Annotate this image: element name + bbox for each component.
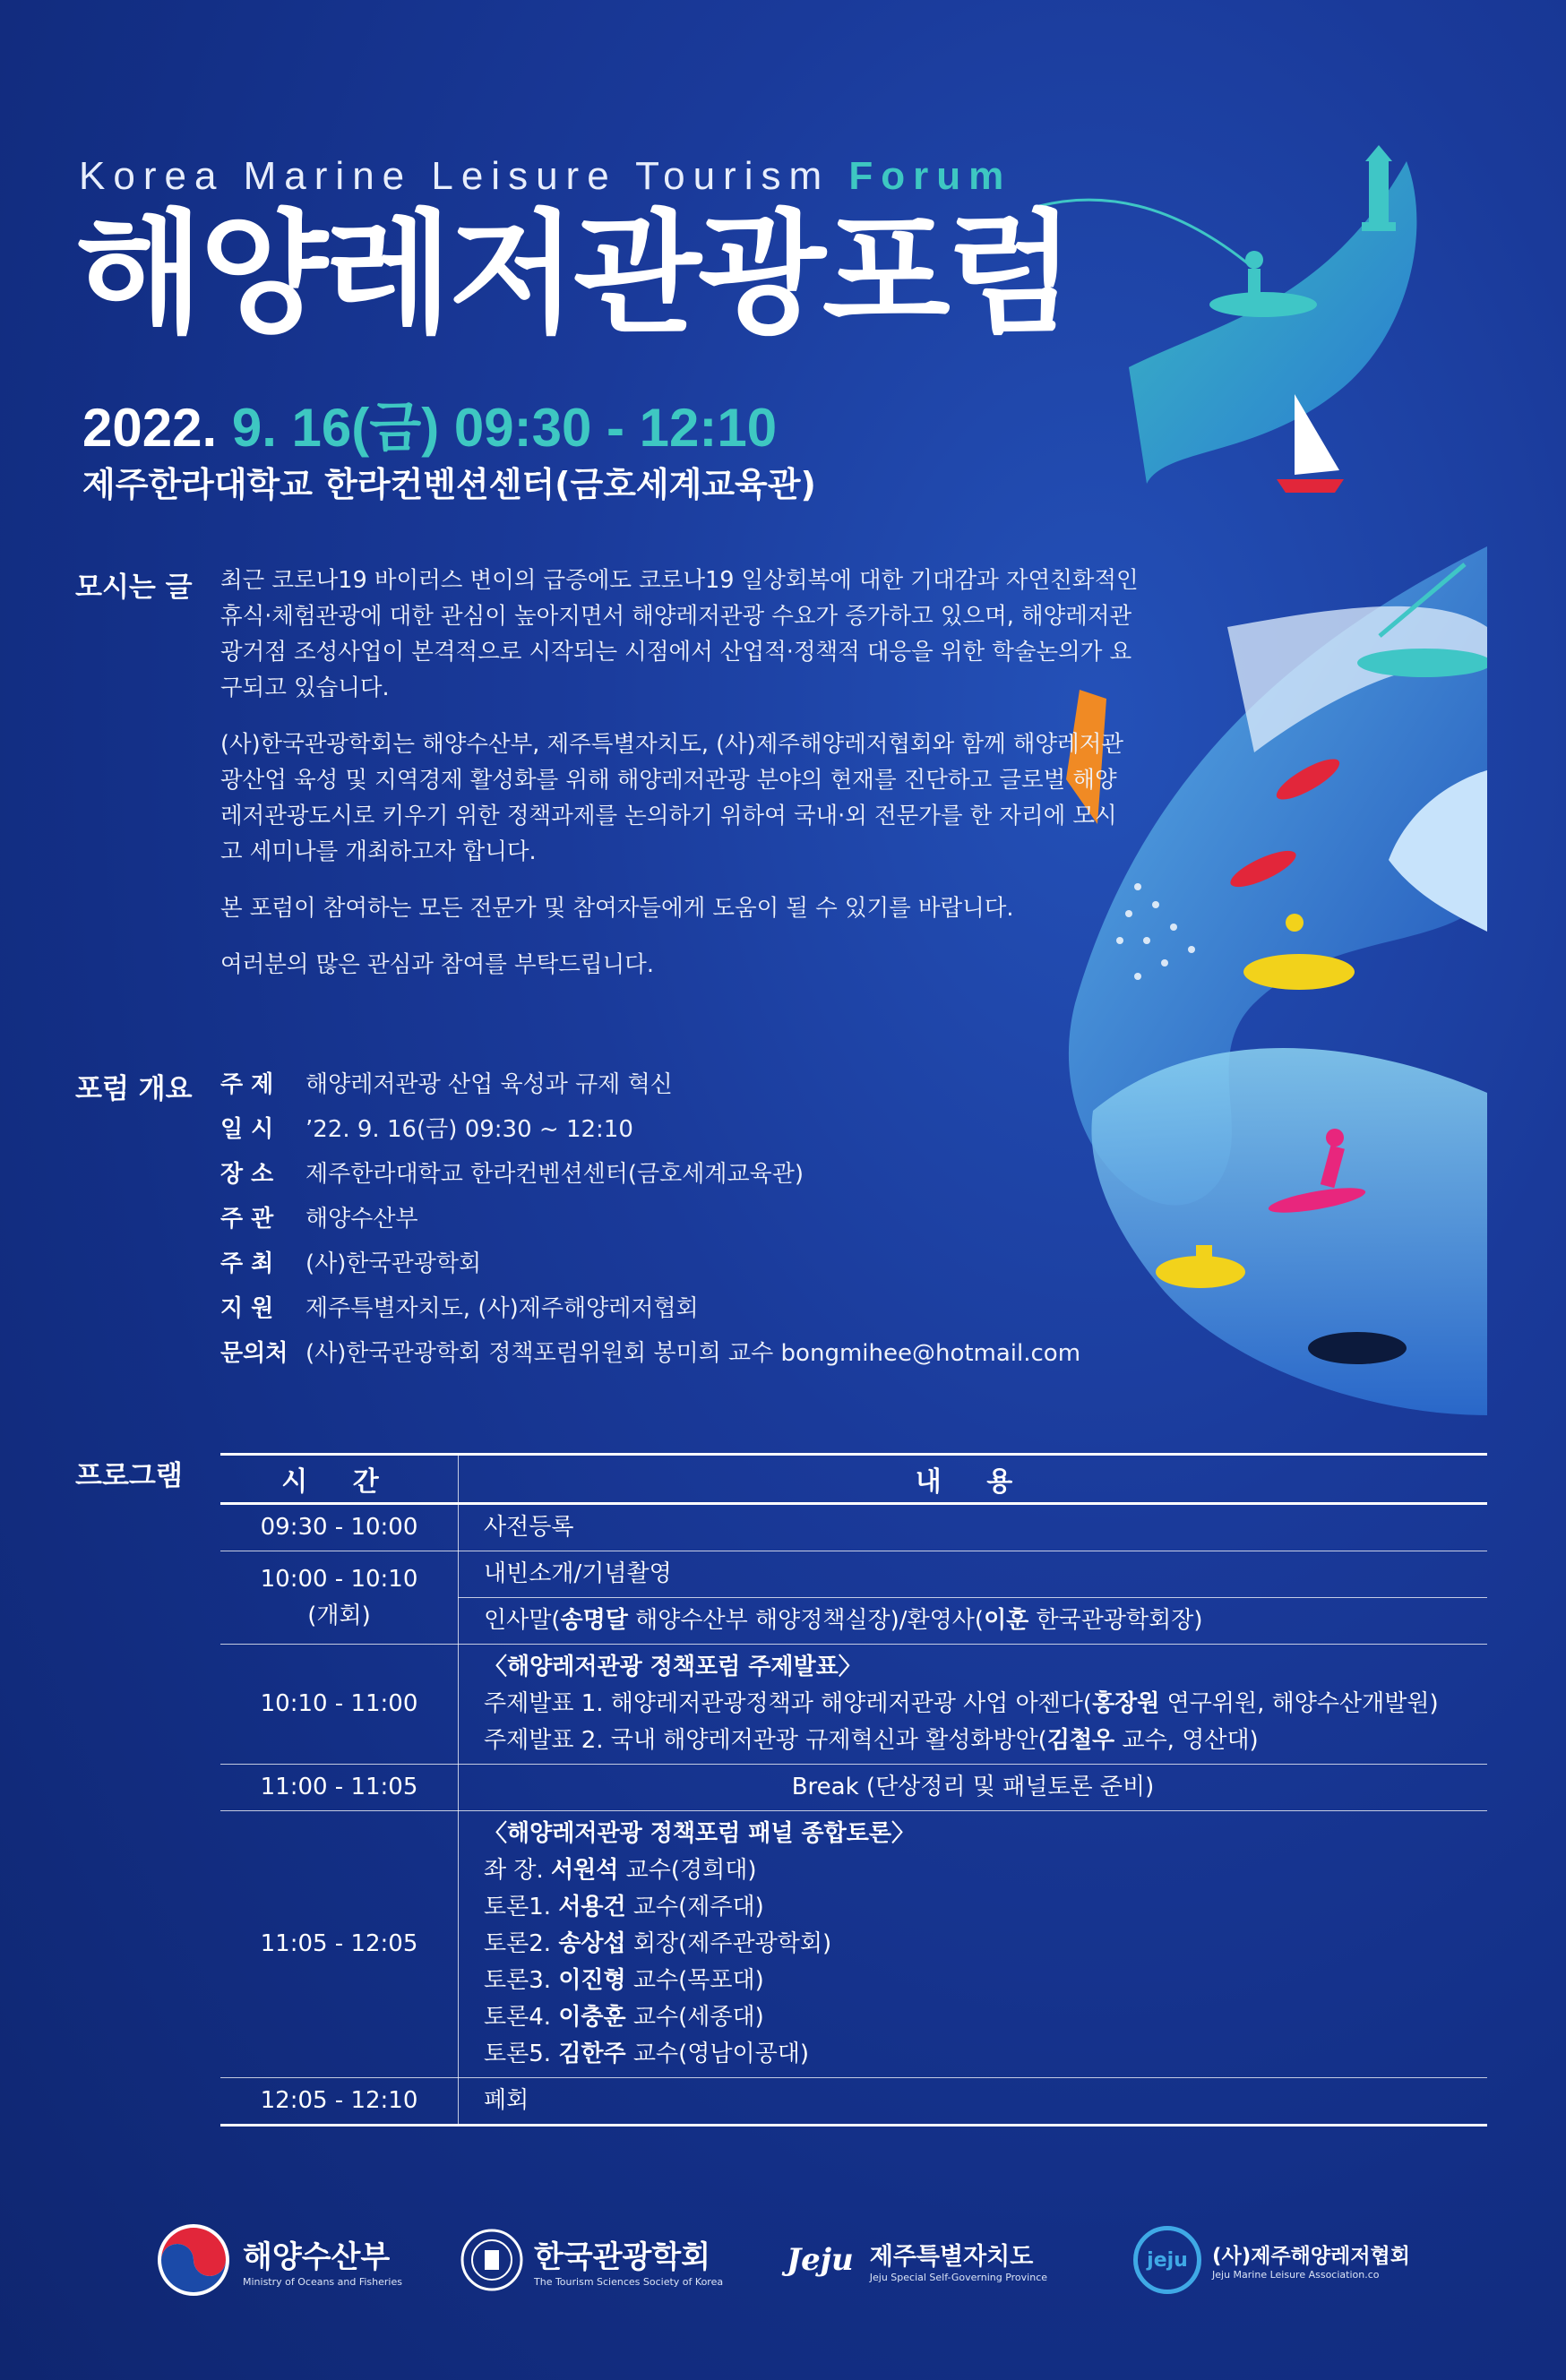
logo-jeju-name: 제주특별자치도 <box>869 2243 1034 2271</box>
english-subtitle-forum: Forum <box>848 154 1012 198</box>
program-label: 프로그램 <box>75 1460 183 1492</box>
program-line <box>484 1852 1487 1889</box>
overview-key: 주 제 <box>220 1071 274 1098</box>
overview-value: 제주특별자치도, (사)제주해양레저협회 <box>305 1295 699 1322</box>
overview-key: 주 최 <box>220 1250 274 1277</box>
program-text: 토론1. <box>484 1894 559 1920</box>
english-subtitle <box>79 154 1011 199</box>
speaker-name: 김한주 <box>558 2041 626 2067</box>
overview-value: 해양수산부 <box>305 1206 418 1233</box>
program-header-content: 내 용 <box>459 1455 1488 1504</box>
event-date-year: 2022. <box>82 398 218 458</box>
event-date <box>82 385 777 462</box>
program-line <box>484 1889 1487 1926</box>
logo-ministry-sub: Ministry of Oceans and Fisheries <box>243 2276 402 2288</box>
program-text: 토론4. <box>484 2004 559 2031</box>
overview-value: 제주한라대학교 한라컨벤션센터(금호세계교육관) <box>305 1161 804 1188</box>
program-text: 교수(경희대) <box>618 1857 757 1884</box>
program-text: 교수(목포대) <box>625 1967 764 1994</box>
program-content: 내빈소개/기념촬영 <box>459 1551 1488 1598</box>
lower-swirl <box>1091 1048 1487 1415</box>
speaker-name: 송상섭 <box>558 1930 626 1957</box>
invitation-paragraph: (사)한국관광학회는 해양수산부, 제주특별자치도, (사)제주해양레저협회와 함께 해양레저관광산업 육성 및 지역경제 활성화를 위해 해양레저관광 분야의 현재를 진단하고 글로벌 해양레저관광도시로 키우기 위한 정책과제를 논의하기 위하여 국내·외 전문가를 한 자리에 모시고 세미나를 개최하고자 합니다. <box>220 731 1123 865</box>
table-row <box>220 2078 1487 2126</box>
program-line <box>484 1926 1487 1963</box>
logo-jeju-marine-association <box>1133 2220 1410 2300</box>
session-heading: 〈해양레저관광 정책포럼 패널 종합토론〉 <box>484 1820 916 1847</box>
speaker-name: 홍장원 <box>1092 1690 1160 1717</box>
table-row <box>220 1551 1487 1598</box>
logo-tourism-society <box>460 2220 723 2300</box>
table-row <box>220 1504 1487 1551</box>
table-row <box>220 1811 1487 2078</box>
program-content <box>459 1598 1488 1645</box>
overview-row <box>220 1200 418 1233</box>
invitation-label: 모시는 글 <box>75 571 193 604</box>
society-seal-icon <box>460 2229 523 2291</box>
overview-value: (사)한국관광학회 정책포럼위원회 봉미희 교수 bongmihee@hotmail.com <box>305 1340 1081 1367</box>
overview-row <box>220 1156 804 1189</box>
overview-key: 장 소 <box>220 1161 274 1188</box>
program-content <box>459 1645 1488 1765</box>
speaker-name: 송명달 <box>560 1607 628 1634</box>
program-text: 인사말( <box>484 1607 561 1634</box>
overview-row <box>220 1335 1080 1368</box>
association-mark-icon <box>1133 2226 1201 2294</box>
program-table-header <box>220 1455 1487 1504</box>
program-content: Break (단상정리 및 패널토론 준비) <box>459 1765 1488 1811</box>
program-time-note: (개회) <box>307 1602 371 1629</box>
program-line <box>484 2036 1487 2073</box>
program-text: 교수, 영산대) <box>1114 1727 1259 1754</box>
program-time: 11:05 - 12:05 <box>220 1811 459 2078</box>
overview-row <box>220 1066 673 1099</box>
program-time: 10:10 - 11:00 <box>220 1645 459 1765</box>
overview-key: 주 관 <box>220 1206 274 1233</box>
program-time: 09:30 - 10:00 <box>220 1504 459 1551</box>
speaker-name: 이훈 <box>984 1607 1029 1634</box>
logo-ministry-name: 해양수산부 <box>243 2239 391 2275</box>
program-text: 해양수산부 해양정책실장)/환영사( <box>627 1607 985 1634</box>
overview-key: 문의처 <box>220 1340 288 1367</box>
speaker-name: 서용건 <box>558 1894 626 1920</box>
speaker-name: 서원석 <box>551 1857 619 1884</box>
program-line <box>484 1723 1487 1759</box>
program-text: 교수(제주대) <box>625 1894 764 1920</box>
association-mark-text: jeju <box>1147 2248 1188 2272</box>
fisherman-icon <box>1039 200 1317 317</box>
orca-icon <box>1308 1332 1407 1364</box>
invitation-paragraph: 여러분의 많은 관심과 참여를 부탁드립니다. <box>220 951 654 978</box>
program-header-time: 시 간 <box>220 1455 459 1504</box>
program-text: 주제발표 2. 국내 해양레저관광 규제혁신과 활성화방안( <box>484 1727 1047 1754</box>
program-text: 교수(영남이공대) <box>625 2041 810 2067</box>
event-venue: 제주한라대학교 한라컨벤션센터(금호세계교육관) <box>82 465 816 504</box>
overview-row <box>220 1290 699 1323</box>
event-date-time: 9. 16(금) 09:30 - 12:10 <box>231 398 778 458</box>
program-text: 회장(제주관광학회) <box>625 1930 832 1957</box>
program-line <box>484 1686 1487 1723</box>
invitation-body <box>220 563 1139 1003</box>
overview-value: ’22. 9. 16(금) 09:30 ~ 12:10 <box>305 1116 633 1143</box>
program-text: 한국관광학회장) <box>1028 1607 1203 1634</box>
logo-jeju-sub: Jeju Special Self-Governing Province <box>869 2272 1048 2283</box>
program-text: 토론3. <box>484 1967 559 1994</box>
speaker-name: 이진형 <box>558 1967 626 1994</box>
speaker-name: 김철우 <box>1046 1727 1115 1754</box>
taegeuk-icon <box>157 2223 230 2297</box>
logo-ministry-oceans <box>157 2220 402 2300</box>
program-time <box>220 1551 459 1645</box>
program-content <box>459 1811 1488 2078</box>
program-text: 토론2. <box>484 1930 559 1957</box>
session-heading: 〈해양레저관광 정책포럼 주제발표〉 <box>484 1654 862 1680</box>
program-table <box>220 1453 1487 2127</box>
program-line <box>484 1963 1487 1999</box>
table-row <box>220 1765 1487 1811</box>
program-content: 사전등록 <box>459 1504 1488 1551</box>
english-subtitle-prefix: Korea Marine Leisure Tourism <box>79 154 830 198</box>
overview-key: 지 원 <box>220 1295 274 1322</box>
logo-association-name: (사)제주해양레저협회 <box>1212 2245 1410 2268</box>
table-row <box>220 1645 1487 1765</box>
logo-society-name: 한국관광학회 <box>534 2239 711 2275</box>
overview-row <box>220 1245 481 1278</box>
program-text: 연구위원, 해양수산개발원) <box>1159 1690 1439 1717</box>
logo-society-sub: The Tourism Sciences Society of Korea <box>534 2276 724 2288</box>
invitation-paragraph: 최근 코로나19 바이러스 변이의 급증에도 코로나19 일상회복에 대한 기대감과 자연친화적인 휴식·체험관광에 대한 관심이 높아지면서 해양레저관광 수요가 증가하고 있으며, 해양레저관광거점 조성사업이 본격적으로 시작되는 시점에서 산업적·정책적 대응을 위한 학술논의가 요구되고 있습니다. <box>220 567 1139 701</box>
logo-association-sub: Jeju Marine Leisure Association.co <box>1212 2269 1380 2281</box>
page-title: 해양레저관광포럼 <box>75 197 1071 351</box>
overview-value: 해양레저관광 산업 육성과 규제 혁신 <box>305 1071 673 1098</box>
overview-label: 포럼 개요 <box>75 1073 193 1105</box>
program-content: 폐회 <box>459 2078 1488 2126</box>
jeju-wordmark: Jeju <box>787 2242 854 2278</box>
invitation-paragraph: 본 포럼이 참여하는 모든 전문가 및 참여자들에게 도움이 될 수 있기를 바랍니다. <box>220 895 1014 922</box>
overview-row <box>220 1111 633 1144</box>
overview-key: 일 시 <box>220 1116 274 1143</box>
program-text: 주제발표 1. 해양레저관광정책과 해양레저관광 사업 아젠다( <box>484 1690 1093 1717</box>
program-text: 교수(세종대) <box>625 2004 764 2031</box>
logo-jeju-province <box>787 2220 1047 2300</box>
program-time: 12:05 - 12:10 <box>220 2078 459 2126</box>
overview-value: (사)한국관광학회 <box>305 1250 482 1277</box>
program-text: 토론5. <box>484 2041 559 2067</box>
program-line <box>484 1999 1487 2036</box>
speaker-name: 이충훈 <box>558 2004 626 2031</box>
program-time-range: 10:00 - 10:10 <box>260 1565 418 1593</box>
program-text: 좌 장. <box>484 1857 552 1884</box>
program-time: 11:00 - 11:05 <box>220 1765 459 1811</box>
